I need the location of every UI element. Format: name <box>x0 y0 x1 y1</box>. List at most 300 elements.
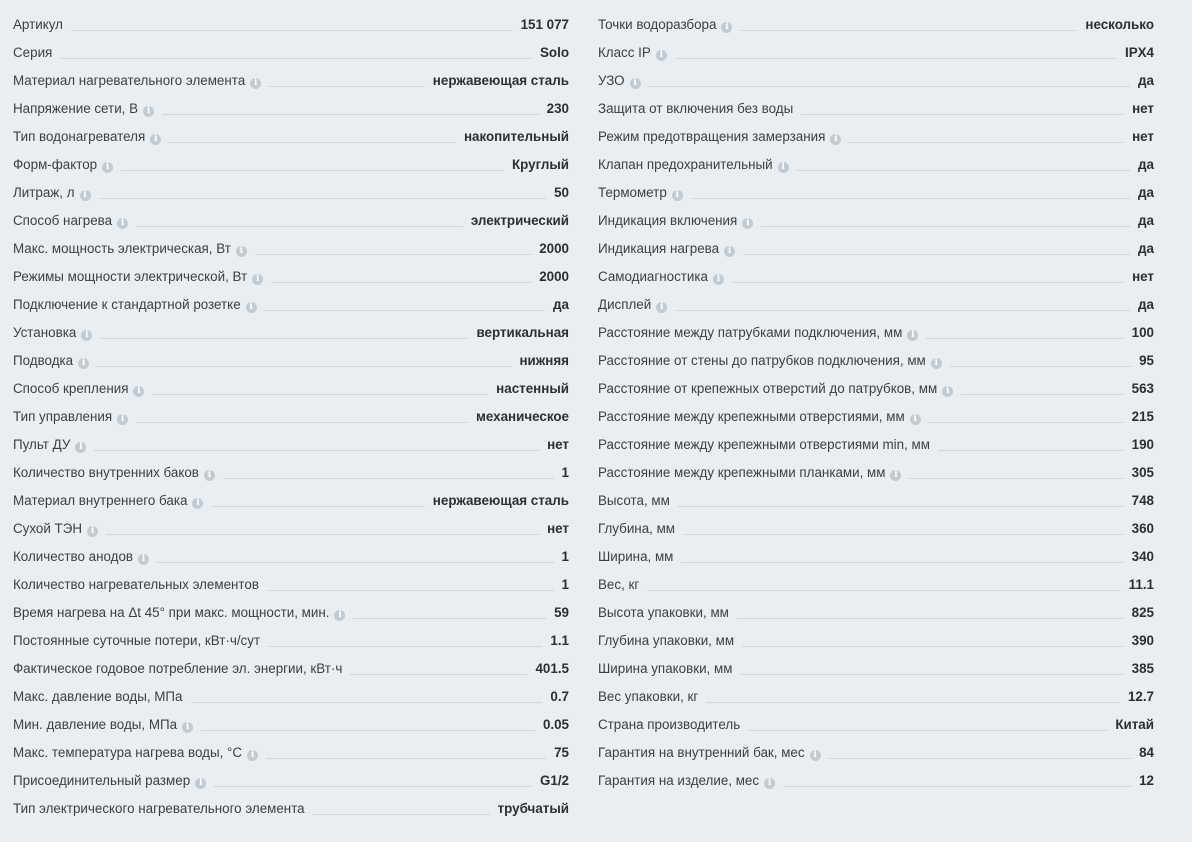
leader-line <box>268 646 542 647</box>
spec-label <box>598 45 667 63</box>
spec-row <box>598 147 1154 175</box>
leader-line <box>743 254 1130 255</box>
spec-label-text: Класс IP <box>598 45 651 60</box>
leader-line <box>121 170 504 171</box>
spec-label-text: Литраж, л <box>13 185 75 200</box>
spec-column-right <box>598 7 1154 791</box>
spec-label <box>598 101 793 119</box>
leader-line <box>706 702 1120 703</box>
info-icon[interactable]: i <box>931 358 942 369</box>
spec-value: 100 <box>1131 325 1154 340</box>
spec-value: нержавеющая сталь <box>432 493 569 508</box>
spec-label <box>13 353 89 371</box>
spec-label-text: Напряжение сети, В <box>13 101 139 116</box>
info-icon[interactable]: i <box>910 414 921 425</box>
spec-row <box>598 287 1154 315</box>
spec-label-text: Тип электрического нагревательного элемента <box>13 801 305 816</box>
spec-row <box>13 735 569 763</box>
spec-label <box>598 745 821 763</box>
spec-label-text: Установка <box>13 325 77 340</box>
spec-label <box>598 185 683 203</box>
leader-line <box>801 114 1124 115</box>
spec-label <box>13 17 63 35</box>
leader-line <box>647 590 1120 591</box>
spec-value: 59 <box>554 605 569 620</box>
spec-value: нет <box>1132 269 1154 284</box>
spec-label-text: Режим предотвращения замерзания <box>598 129 826 144</box>
spec-row <box>13 7 569 35</box>
spec-row <box>13 287 569 315</box>
leader-line <box>926 338 1123 339</box>
spec-label-text: Время нагрева на Δt 45° при макс. мощности, мин. <box>13 605 330 620</box>
info-icon[interactable]: i <box>907 330 918 341</box>
spec-label <box>598 129 841 147</box>
spec-value: нет <box>547 521 569 536</box>
spec-label <box>598 297 667 315</box>
spec-row <box>13 651 569 679</box>
spec-row <box>13 91 569 119</box>
spec-row <box>598 651 1154 679</box>
leader-line <box>152 394 488 395</box>
spec-label <box>598 773 775 791</box>
spec-label-text: Макс. давление воды, МПа <box>13 689 183 704</box>
leader-line <box>157 562 554 563</box>
spec-row <box>13 259 569 287</box>
spec-label-text: Ширина, мм <box>598 549 674 564</box>
spec-row <box>598 119 1154 147</box>
leader-line <box>353 618 546 619</box>
spec-label <box>13 325 92 343</box>
spec-value: 84 <box>1139 745 1154 760</box>
spec-label-text: Материал нагревательного элемента <box>13 73 246 88</box>
spec-label-text: Гарантия на внутренний бак, мес <box>598 745 805 760</box>
leader-line <box>909 478 1123 479</box>
spec-row <box>13 567 569 595</box>
leader-line <box>961 394 1124 395</box>
spec-label <box>13 465 215 483</box>
spec-row <box>598 35 1154 63</box>
spec-label <box>13 185 91 203</box>
spec-label-text: Артикул <box>13 17 63 32</box>
spec-label <box>13 661 342 679</box>
info-icon[interactable]: i <box>87 526 98 537</box>
spec-value: 11.1 <box>1128 577 1154 592</box>
spec-row <box>13 427 569 455</box>
spec-value: 1 <box>561 465 569 480</box>
spec-label <box>598 633 734 651</box>
spec-row <box>598 231 1154 259</box>
spec-label-text: Присоединительный размер <box>13 773 191 788</box>
spec-row <box>598 371 1154 399</box>
spec-value: 1 <box>561 549 569 564</box>
spec-label-text: Точки водоразбора <box>598 17 717 32</box>
spec-label <box>598 381 953 399</box>
leader-line <box>938 450 1124 451</box>
leader-line <box>742 646 1124 647</box>
spec-label-text: Высота, мм <box>598 493 670 508</box>
spec-label-text: Расстояние от крепежных отверстий до патрубков, мм <box>598 381 938 396</box>
leader-line <box>169 142 456 143</box>
spec-label <box>13 45 52 63</box>
info-icon[interactable]: i <box>252 274 263 285</box>
spec-label-text: Подводка <box>13 353 74 368</box>
spec-row <box>598 595 1154 623</box>
leader-line <box>740 30 1077 31</box>
spec-value: 748 <box>1131 493 1154 508</box>
leader-line <box>223 478 554 479</box>
spec-label-text: Макс. температура нагрева воды, °C <box>13 745 243 760</box>
leader-line <box>136 226 463 227</box>
spec-label-text: Ширина упаковки, мм <box>598 661 733 676</box>
spec-row <box>13 315 569 343</box>
leader-line <box>681 562 1123 563</box>
spec-row <box>13 511 569 539</box>
spec-value: да <box>1138 241 1154 256</box>
spec-label-text: Способ нагрева <box>13 213 113 228</box>
spec-value: 12.7 <box>1127 689 1154 704</box>
leader-line <box>162 114 539 115</box>
leader-line <box>60 58 532 59</box>
info-icon[interactable]: i <box>204 470 215 481</box>
spec-value: 230 <box>546 101 569 116</box>
spec-value: 95 <box>1139 353 1154 368</box>
spec-label-text: Страна производитель <box>598 717 741 732</box>
leader-line <box>71 30 513 31</box>
leader-line <box>255 254 531 255</box>
spec-label-text: Индикация включения <box>598 213 738 228</box>
spec-row <box>13 175 569 203</box>
spec-row <box>13 679 569 707</box>
leader-line <box>313 814 490 815</box>
leader-line <box>266 758 546 759</box>
spec-label-text: Способ крепления <box>13 381 129 396</box>
spec-label <box>598 661 732 679</box>
info-icon[interactable]: i <box>192 498 203 509</box>
info-icon[interactable]: i <box>713 274 724 285</box>
info-icon[interactable]: i <box>942 386 953 397</box>
spec-value: вертикальная <box>476 325 569 340</box>
spec-label-text: Расстояние между крепежными планками, мм <box>598 465 886 480</box>
info-icon[interactable]: i <box>138 554 149 565</box>
spec-label <box>598 493 670 511</box>
leader-line <box>136 422 468 423</box>
spec-value: Китай <box>1115 717 1154 732</box>
info-icon[interactable]: i <box>78 358 89 369</box>
leader-line <box>950 366 1131 367</box>
info-icon[interactable]: i <box>721 22 732 33</box>
spec-label <box>598 549 673 567</box>
spec-value: электрический <box>470 213 569 228</box>
info-icon[interactable]: i <box>75 442 86 453</box>
leader-line <box>761 226 1130 227</box>
spec-row <box>13 147 569 175</box>
spec-label-text: Расстояние между патрубками подключения, мм <box>598 325 903 340</box>
spec-label <box>13 521 98 539</box>
spec-label <box>13 773 206 791</box>
spec-label <box>13 577 259 595</box>
spec-value: G1/2 <box>539 773 569 788</box>
spec-value: да <box>553 297 569 312</box>
leader-line <box>683 534 1124 535</box>
leader-line <box>94 450 539 451</box>
leader-line <box>829 758 1132 759</box>
spec-value: несколько <box>1085 17 1154 32</box>
spec-label <box>13 241 247 259</box>
spec-row <box>13 483 569 511</box>
spec-label-text: Серия <box>13 45 53 60</box>
spec-value: 401.5 <box>535 661 569 676</box>
spec-label-text: Пульт ДУ <box>13 437 71 452</box>
spec-label <box>13 437 86 455</box>
spec-row <box>598 455 1154 483</box>
leader-line <box>675 58 1117 59</box>
spec-label-text: Глубина, мм <box>598 521 676 536</box>
spec-label-text: Термометр <box>598 185 667 200</box>
info-icon[interactable]: i <box>133 386 144 397</box>
spec-label-text: Глубина упаковки, мм <box>598 633 735 648</box>
spec-label <box>13 157 113 175</box>
leader-line <box>265 310 545 311</box>
spec-row <box>13 455 569 483</box>
leader-line <box>691 198 1130 199</box>
spec-label-text: Количество анодов <box>13 549 133 564</box>
info-icon[interactable]: i <box>81 330 92 341</box>
spec-label-text: Вес упаковки, кг <box>598 689 699 704</box>
leader-line <box>191 702 543 703</box>
info-icon[interactable]: i <box>150 134 161 145</box>
spec-value: настенный <box>496 381 569 396</box>
spec-label <box>598 353 942 371</box>
spec-value: нет <box>547 437 569 452</box>
info-icon[interactable]: i <box>250 78 261 89</box>
leader-line <box>350 674 527 675</box>
spec-value: накопительный <box>463 129 569 144</box>
info-icon[interactable]: i <box>778 162 789 173</box>
spec-row <box>598 735 1154 763</box>
spec-value: 563 <box>1131 381 1154 396</box>
info-icon[interactable]: i <box>182 722 193 733</box>
spec-value: 1 <box>561 577 569 592</box>
spec-label-text: Гарантия на изделие, мес <box>598 773 760 788</box>
spec-label <box>598 73 641 91</box>
spec-label-text: Высота упаковки, мм <box>598 605 729 620</box>
spec-label <box>598 409 921 427</box>
spec-row <box>13 623 569 651</box>
spec-label <box>13 381 144 399</box>
spec-value: 0.7 <box>550 689 569 704</box>
spec-label-text: УЗО <box>598 73 625 88</box>
spec-row <box>598 539 1154 567</box>
info-icon[interactable]: i <box>117 414 128 425</box>
info-icon[interactable]: i <box>247 750 258 761</box>
spec-value: 340 <box>1131 549 1154 564</box>
spec-label <box>598 325 918 343</box>
spec-row <box>598 567 1154 595</box>
spec-label <box>598 157 789 175</box>
spec-row <box>598 763 1154 791</box>
spec-label-text: Дисплей <box>598 297 652 312</box>
spec-label-text: Расстояние между крепежными отверстиями min, мм <box>598 437 930 452</box>
spec-row <box>598 315 1154 343</box>
spec-value: 151 077 <box>520 17 569 32</box>
spec-label <box>598 521 675 539</box>
spec-label-text: Макс. мощность электрическая, Вт <box>13 241 231 256</box>
leader-line <box>99 198 547 199</box>
spec-value: 305 <box>1131 465 1154 480</box>
info-icon[interactable]: i <box>80 190 91 201</box>
spec-row <box>13 399 569 427</box>
spec-value: 385 <box>1131 661 1154 676</box>
spec-row <box>598 427 1154 455</box>
leader-line <box>849 142 1124 143</box>
spec-row <box>598 511 1154 539</box>
leader-line <box>271 282 531 283</box>
spec-label <box>598 577 639 595</box>
spec-value: да <box>1138 157 1154 172</box>
spec-row <box>13 707 569 735</box>
spec-row <box>598 707 1154 735</box>
spec-value: нет <box>1132 129 1154 144</box>
spec-value: да <box>1138 185 1154 200</box>
spec-row <box>13 63 569 91</box>
spec-label <box>598 717 740 735</box>
spec-value: Solo <box>539 45 569 60</box>
spec-value: 2000 <box>539 269 569 284</box>
info-icon[interactable]: i <box>236 246 247 257</box>
spec-label-text: Количество внутренних баков <box>13 465 199 480</box>
info-icon[interactable]: i <box>195 778 206 789</box>
leader-line <box>106 534 539 535</box>
leader-line <box>269 86 425 87</box>
spec-value: нижняя <box>519 353 569 368</box>
spec-row <box>13 371 569 399</box>
spec-label <box>13 129 161 147</box>
spec-label <box>13 689 183 707</box>
info-icon[interactable]: i <box>656 302 667 313</box>
spec-row <box>598 483 1154 511</box>
spec-value: нержавеющая сталь <box>432 73 569 88</box>
spec-label <box>598 605 729 623</box>
spec-value: трубчатый <box>497 801 569 816</box>
spec-label <box>13 549 149 567</box>
spec-label <box>13 717 193 735</box>
leader-line <box>929 422 1124 423</box>
info-icon[interactable]: i <box>102 162 113 173</box>
spec-label-text: Подключение к стандартной розетке <box>13 297 241 312</box>
spec-row <box>13 791 569 819</box>
leader-line <box>211 506 424 507</box>
spec-row <box>598 343 1154 371</box>
info-icon[interactable]: i <box>656 50 667 61</box>
leader-line <box>748 730 1107 731</box>
info-icon[interactable]: i <box>742 218 753 229</box>
spec-value: 390 <box>1131 633 1154 648</box>
info-icon[interactable]: i <box>724 246 735 257</box>
spec-label <box>13 269 263 287</box>
spec-value: 1.1 <box>550 633 569 648</box>
info-icon[interactable]: i <box>890 470 901 481</box>
spec-label-text: Мин. давление воды, МПа <box>13 717 178 732</box>
spec-value: да <box>1138 297 1154 312</box>
spec-label <box>13 297 257 315</box>
spec-value: 12 <box>1139 773 1154 788</box>
spec-label <box>598 465 901 483</box>
spec-label <box>13 213 128 231</box>
spec-value: нет <box>1132 101 1154 116</box>
info-icon[interactable]: i <box>143 106 154 117</box>
spec-value: 0.05 <box>542 717 569 732</box>
leader-line <box>678 506 1124 507</box>
leader-line <box>740 674 1123 675</box>
leader-line <box>214 786 532 787</box>
info-icon[interactable]: i <box>630 78 641 89</box>
spec-label-text: Форм-фактор <box>13 157 98 172</box>
info-icon[interactable]: i <box>764 778 775 789</box>
spec-label <box>13 745 258 763</box>
spec-label <box>13 101 154 119</box>
spec-label-text: Клапан предохранительный <box>598 157 773 172</box>
spec-row <box>598 679 1154 707</box>
spec-row <box>13 539 569 567</box>
spec-label-text: Индикация нагрева <box>598 241 720 256</box>
leader-line <box>100 338 468 339</box>
spec-label <box>13 605 345 623</box>
spec-label-text: Защита от включения без воды <box>598 101 794 116</box>
info-icon[interactable]: i <box>830 134 841 145</box>
leader-line <box>97 366 511 367</box>
spec-row <box>13 35 569 63</box>
spec-label-text: Сухой ТЭН <box>13 521 83 536</box>
spec-label <box>13 73 261 91</box>
spec-row <box>598 623 1154 651</box>
leader-line <box>783 786 1131 787</box>
spec-row <box>598 399 1154 427</box>
info-icon[interactable]: i <box>246 302 257 313</box>
leader-line <box>732 282 1124 283</box>
spec-label <box>598 437 930 455</box>
spec-value: 50 <box>554 185 569 200</box>
spec-row <box>598 91 1154 119</box>
spec-row <box>598 203 1154 231</box>
spec-value: да <box>1138 73 1154 88</box>
spec-row <box>598 175 1154 203</box>
leader-line <box>201 730 535 731</box>
spec-label <box>598 689 698 707</box>
spec-value: 215 <box>1131 409 1154 424</box>
spec-row <box>598 63 1154 91</box>
info-icon[interactable]: i <box>810 750 821 761</box>
spec-label-text: Материал внутреннего бака <box>13 493 188 508</box>
spec-value: да <box>1138 213 1154 228</box>
spec-row <box>598 7 1154 35</box>
spec-label-text: Тип управления <box>13 409 113 424</box>
spec-value: Круглый <box>511 157 569 172</box>
spec-value: механическое <box>475 409 569 424</box>
leader-line <box>267 590 554 591</box>
info-icon[interactable]: i <box>117 218 128 229</box>
spec-label-text: Тип водонагревателя <box>13 129 146 144</box>
info-icon[interactable]: i <box>334 610 345 621</box>
spec-label-text: Количество нагревательных элементов <box>13 577 259 592</box>
spec-value: 360 <box>1131 521 1154 536</box>
info-icon[interactable]: i <box>672 190 683 201</box>
spec-row <box>13 595 569 623</box>
spec-row <box>13 203 569 231</box>
leader-line <box>797 170 1130 171</box>
spec-label-text: Режимы мощности электрической, Вт <box>13 269 248 284</box>
spec-value: 190 <box>1131 437 1154 452</box>
spec-label <box>598 213 753 231</box>
